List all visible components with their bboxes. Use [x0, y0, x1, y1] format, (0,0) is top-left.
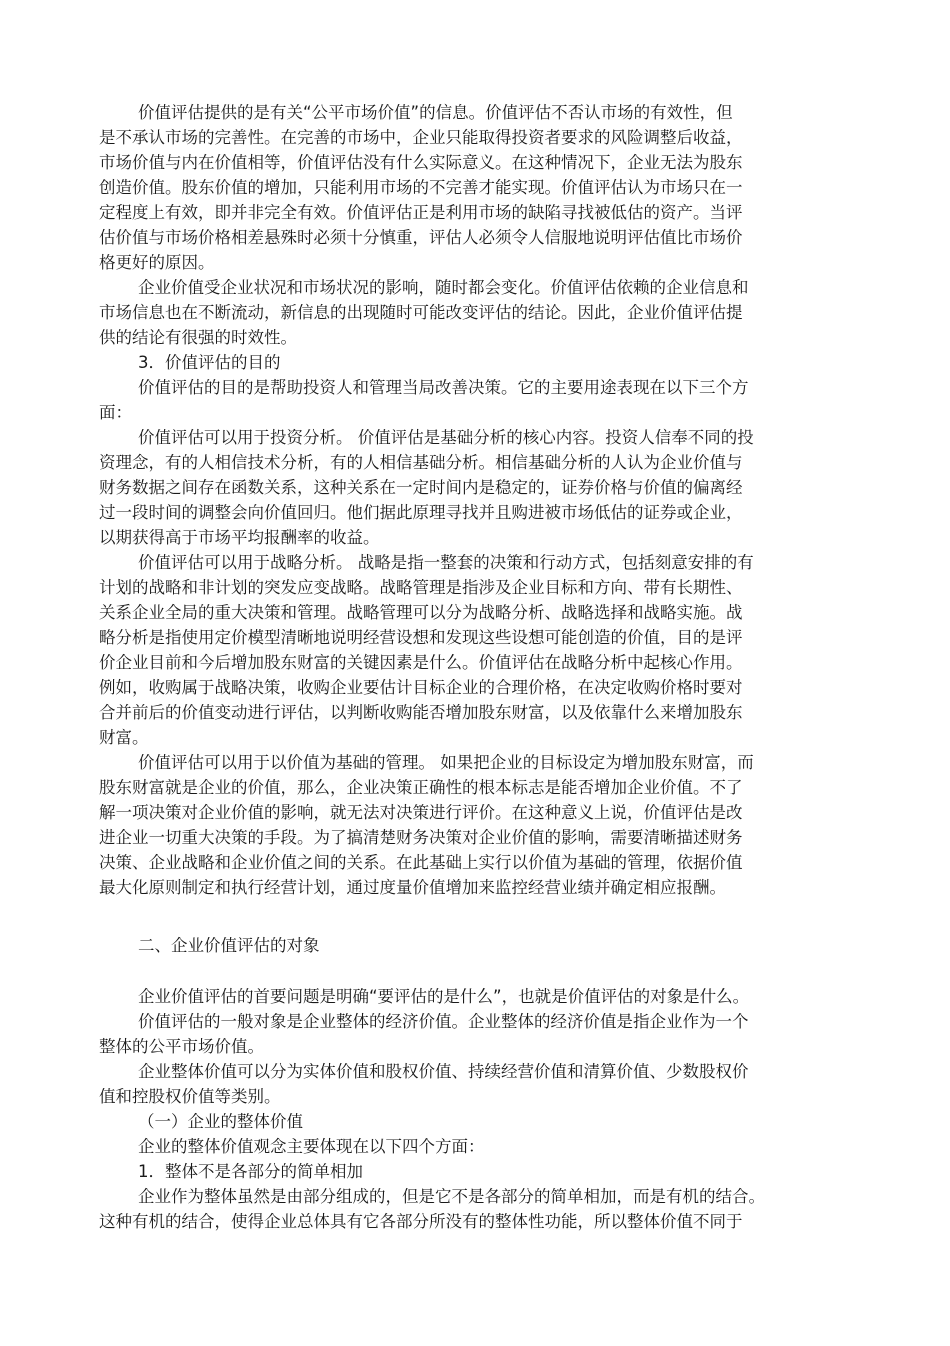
text-line: 股东财富就是企业的价值，那么，企业决策正确性的根本标志是能否增加企业价值。不了: [99, 778, 743, 797]
text-line: 财务数据之间存在函数关系，这种关系在一定时间内是稳定的，证券价格与价值的偏离经: [99, 478, 743, 497]
subsection-heading: 1．整体不是各部分的简单相加: [138, 1162, 363, 1181]
text-line: 格更好的原因。: [99, 253, 215, 272]
text-line: 决策、企业战略和企业价值之间的关系。在此基础上实行以价值为基础的管理，依据价值: [99, 853, 743, 872]
text-line: 进企业一切重大决策的手段。为了搞清楚财务决策对企业价值的影响，需要清晰描述财务: [99, 828, 743, 847]
subsection-heading: （一）企业的整体价值: [138, 1112, 303, 1131]
section-heading: 二、企业价值评估的对象: [138, 936, 320, 955]
text-line: 企业作为整体虽然是由部分组成的，但是它不是各部分的简单相加，而是有机的结合。: [138, 1187, 765, 1206]
text-line: 财富。: [99, 728, 149, 747]
text-line: 值和控股权价值等类别。: [99, 1087, 281, 1106]
text-line: 过一段时间的调整会向价值回归。他们据此原理寻找并且购进被市场低估的证券或企业，: [99, 503, 743, 522]
text-line: 企业价值评估的首要问题是明确“要评估的是什么”，也就是价值评估的对象是什么。: [138, 987, 750, 1006]
text-line: 企业价值受企业状况和市场状况的影响，随时都会变化。价值评估依赖的企业信息和: [138, 278, 749, 297]
text-line: 价值评估可以用于投资分析。 价值评估是基础分析的核心内容。投资人信奉不同的投: [138, 428, 754, 447]
text-line: 这种有机的结合，使得企业总体具有它各部分所没有的整体性功能，所以整体价值不同于: [99, 1212, 743, 1231]
text-line: 供的结论有很强的时效性。: [99, 328, 297, 347]
text-line: 企业的整体价值观念主要体现在以下四个方面：: [138, 1137, 485, 1156]
text-line: 创造价值。股东价值的增加，只能利用市场的不完善才能实现。价值评估认为市场只在一: [99, 178, 743, 197]
text-line: 价值评估可以用于战略分析。 战略是指一整套的决策和行动方式，包括刻意安排的有: [138, 553, 754, 572]
text-line: 整体的公平市场价值。: [99, 1037, 264, 1056]
text-line: 面：: [99, 403, 132, 422]
text-line: 关系企业全局的重大决策和管理。战略管理可以分为战略分析、战略选择和战略实施。战: [99, 603, 743, 622]
text-line: 略分析是指使用定价模型清晰地说明经营设想和发现这些设想可能创造的价值，目的是评: [99, 628, 743, 647]
text-line: 价值评估的目的是帮助投资人和管理当局改善决策。它的主要用途表现在以下三个方: [138, 378, 749, 397]
text-line: 定程度上有效，即并非完全有效。价值评估正是利用市场的缺陷寻找被低估的资产。当评: [99, 203, 743, 222]
text-line: 合并前后的价值变动进行评估，以判断收购能否增加股东财富，以及依靠什么来增加股东: [99, 703, 743, 722]
text-line: 价值评估提供的是有关“公平市场价值”的信息。价值评估不否认市场的有效性，但: [138, 103, 733, 122]
text-line: 企业整体价值可以分为实体价值和股权价值、持续经营价值和清算价值、少数股权价: [138, 1062, 749, 1081]
text-line: 估价值与市场价格相差悬殊时必须十分慎重，评估人必须令人信服地说明评估值比市场价: [99, 228, 743, 247]
text-line: 价企业目前和今后增加股东财富的关键因素是什么。价值评估在战略分析中起核心作用。: [99, 653, 743, 672]
text-line: 市场信息也在不断流动，新信息的出现随时可能改变评估的结论。因此，企业价值评估提: [99, 303, 743, 322]
text-line: 计划的战略和非计划的突发应变战略。战略管理是指涉及企业目标和方向、带有长期性、: [99, 578, 743, 597]
text-line: 资理念，有的人相信技术分析，有的人相信基础分析。相信基础分析的人认为企业价值与: [99, 453, 743, 472]
text-line: 例如，收购属于战略决策，收购企业要估计目标企业的合理价格，在决定收购价格时要对: [99, 678, 743, 697]
text-line: 解一项决策对企业价值的影响，就无法对决策进行评价。在这种意义上说，价值评估是改: [99, 803, 743, 822]
text-line: 是不承认市场的完善性。在完善的市场中，企业只能取得投资者要求的风险调整后收益，: [99, 128, 743, 147]
text-line: 以期获得高于市场平均报酬率的收益。: [99, 528, 380, 547]
text-line: 市场价值与内在价值相等，价值评估没有什么实际意义。在这种情况下，企业无法为股东: [99, 153, 743, 172]
text-line: 价值评估的一般对象是企业整体的经济价值。企业整体的经济价值是指企业作为一个: [138, 1012, 749, 1031]
text-line: 最大化原则制定和执行经营计划，通过度量价值增加来监控经营业绩并确定相应报酬。: [99, 878, 726, 897]
section-heading: 3．价值评估的目的: [138, 353, 281, 372]
text-line: 价值评估可以用于以价值为基础的管理。 如果把企业的目标设定为增加股东财富，而: [138, 753, 754, 772]
